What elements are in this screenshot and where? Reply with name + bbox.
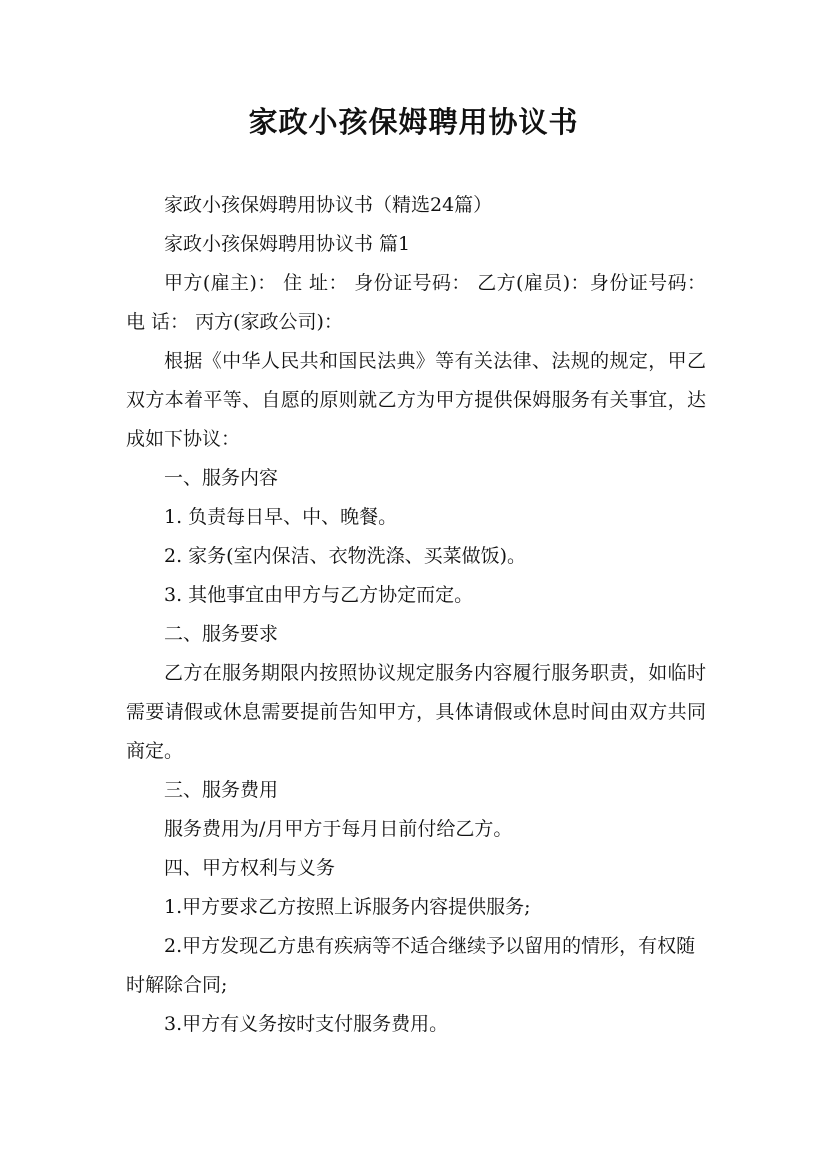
section-heading: 三、服务费用 bbox=[164, 779, 279, 801]
section-paragraph: 乙方在服务期限内按照协议规定服务内容履行服务职责，如临时需要请假或休息需要提前告知甲方，具体请假或休息时间由双方共同商定。 bbox=[126, 662, 706, 762]
list-item: 1. 负责每日早、中、晚餐。 bbox=[164, 506, 398, 528]
chapter-line: 家政小孩保姆聘用协议书 篇1 bbox=[164, 233, 411, 255]
subtitle-line: 家政小孩保姆聘用协议书（精选24篇） bbox=[164, 194, 493, 216]
list-item: 2.甲方发现乙方患有疾病等不适合继续予以留用的情形，有权随时解除合同; bbox=[126, 935, 696, 996]
list-item: 2. 家务(室内保洁、衣物洗涤、买菜做饭)。 bbox=[164, 545, 526, 567]
section-heading: 四、甲方权利与义务 bbox=[164, 857, 336, 879]
section-heading: 二、服务要求 bbox=[164, 623, 279, 645]
section-paragraph: 服务费用为/月甲方于每月日前付给乙方。 bbox=[164, 818, 513, 840]
list-item: 1.甲方要求乙方按照上诉服务内容提供服务; bbox=[164, 896, 531, 918]
section-heading: 一、服务内容 bbox=[164, 467, 279, 489]
document-title: 家政小孩保姆聘用协议书 bbox=[248, 105, 579, 139]
intro-paragraph: 根据《中华人民共和国民法典》等有关法律、法规的规定，甲乙双方本着平等、自愿的原则就乙方为甲方提供保姆服务有关事宜，达成如下协议： bbox=[126, 350, 706, 450]
list-item: 3.甲方有义务按时支付服务费用。 bbox=[164, 1013, 449, 1035]
parties-paragraph: 甲方(雇主)： 住 址： 身份证号码： 乙方(雇员)：身份证号码： 电 话： 丙方(家政公司)： bbox=[126, 272, 706, 333]
list-item: 3. 其他事宜由甲方与乙方协定而定。 bbox=[164, 584, 474, 606]
document-body bbox=[126, 186, 706, 1044]
